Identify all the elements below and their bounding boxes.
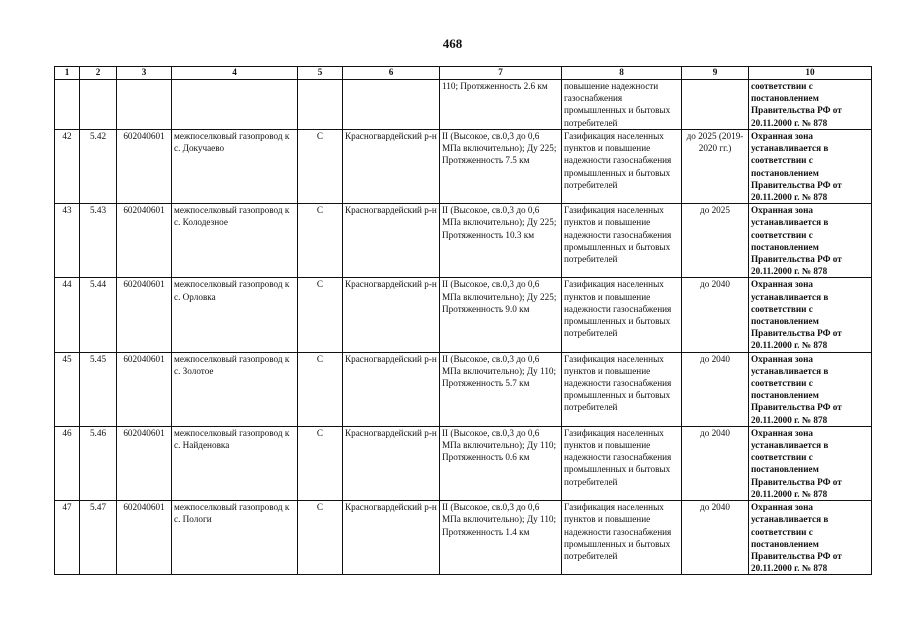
cell-name: межпоселковый газопровод к с. Золотое xyxy=(172,352,298,426)
cell-name xyxy=(172,80,298,130)
cell-term: до 2025 (2019-2020 гг.) xyxy=(682,130,749,204)
gas-pipeline-table xyxy=(54,66,872,575)
cell-code: 5.47 xyxy=(80,501,117,575)
cell-code: 5.45 xyxy=(80,352,117,426)
cell-location xyxy=(343,80,440,130)
cell-purpose: Газификация населенных пунктов и повышение надежности газоснабжения промышленных и бытовых потребителей xyxy=(562,278,682,352)
cell-location: Красногвардейский р-н xyxy=(343,278,440,352)
cell-status: С xyxy=(298,501,343,575)
cell-protection-zone: Охранная зона устанавливается в соответствии с постановлением Правительства РФ от 20.11.2000 г. № 878 xyxy=(749,278,872,352)
cell-name: межпоселковый газопровод к с. Пологи xyxy=(172,501,298,575)
cell-classifier: 602040601 xyxy=(117,352,172,426)
cell-protection-zone: соответствии с постановлением Правительства РФ от 20.11.2000 г. № 878 xyxy=(749,80,872,130)
cell-status xyxy=(298,80,343,130)
cell-classifier xyxy=(117,80,172,130)
cell-status: С xyxy=(298,130,343,204)
cell-protection-zone: Охранная зона устанавливается в соответствии с постановлением Правительства РФ от 20.11.2000 г. № 878 xyxy=(749,352,872,426)
cell-number: 43 xyxy=(55,204,80,278)
cell-status: С xyxy=(298,426,343,500)
cell-classifier: 602040601 xyxy=(117,426,172,500)
cell-name: межпоселковый газопровод к с. Колодезное xyxy=(172,204,298,278)
cell-purpose: Газификация населенных пунктов и повышение надежности газоснабжения промышленных и бытовых потребителей xyxy=(562,501,682,575)
cell-characteristics: II (Высокое, св.0,3 до 0,6 МПа включительно); Ду 110; Протяженность 5.7 км xyxy=(440,352,562,426)
cell-characteristics: II (Высокое, св.0,3 до 0,6 МПа включительно); Ду 225; Протяженность 7.5 км xyxy=(440,130,562,204)
header-row xyxy=(55,67,872,80)
cell-number: 47 xyxy=(55,501,80,575)
cell-classifier: 602040601 xyxy=(117,278,172,352)
cell-location: Красногвардейский р-н xyxy=(343,130,440,204)
cell-code xyxy=(80,80,117,130)
table-row xyxy=(55,426,872,500)
cell-characteristics: II (Высокое, св.0,3 до 0,6 МПа включительно); Ду 110; Протяженность 0.6 км xyxy=(440,426,562,500)
cell-classifier: 602040601 xyxy=(117,204,172,278)
cell-characteristics: 110; Протяженность 2.6 км xyxy=(440,80,562,130)
cell-classifier: 602040601 xyxy=(117,501,172,575)
cell-number: 44 xyxy=(55,278,80,352)
header-cell: 8 xyxy=(562,67,682,80)
cell-location: Красногвардейский р-н xyxy=(343,204,440,278)
header-cell: 4 xyxy=(172,67,298,80)
cell-characteristics: II (Высокое, св.0,3 до 0,6 МПа включительно); Ду 225; Протяженность 10.3 км xyxy=(440,204,562,278)
header-cell: 7 xyxy=(440,67,562,80)
cell-name: межпоселковый газопровод к с. Орловка xyxy=(172,278,298,352)
cell-protection-zone: Охранная зона устанавливается в соответствии с постановлением Правительства РФ от 20.11.2000 г. № 878 xyxy=(749,130,872,204)
cell-purpose: повышение надежности газоснабжения промышленных и бытовых потребителей xyxy=(562,80,682,130)
cell-number xyxy=(55,80,80,130)
cell-location: Красногвардейский р-н xyxy=(343,501,440,575)
cell-characteristics: II (Высокое, св.0,3 до 0,6 МПа включительно); Ду 225; Протяженность 9.0 км xyxy=(440,278,562,352)
table-row xyxy=(55,130,872,204)
header-cell: 1 xyxy=(55,67,80,80)
cell-name: межпоселковый газопровод к с. Докучаево xyxy=(172,130,298,204)
cell-protection-zone: Охранная зона устанавливается в соответствии с постановлением Правительства РФ от 20.11.2000 г. № 878 xyxy=(749,426,872,500)
cell-code: 5.44 xyxy=(80,278,117,352)
table-row xyxy=(55,204,872,278)
cell-name: межпоселковый газопровод к с. Найденовка xyxy=(172,426,298,500)
table-row xyxy=(55,352,872,426)
table-row xyxy=(55,501,872,575)
cell-location: Красногвардейский р-н xyxy=(343,352,440,426)
cell-protection-zone: Охранная зона устанавливается в соответствии с постановлением Правительства РФ от 20.11.2000 г. № 878 xyxy=(749,204,872,278)
cell-status: С xyxy=(298,278,343,352)
header-cell: 6 xyxy=(343,67,440,80)
cell-classifier: 602040601 xyxy=(117,130,172,204)
cell-number: 42 xyxy=(55,130,80,204)
cell-number: 45 xyxy=(55,352,80,426)
header-cell: 10 xyxy=(749,67,872,80)
cell-code: 5.46 xyxy=(80,426,117,500)
cell-term: до 2040 xyxy=(682,352,749,426)
cell-purpose: Газификация населенных пунктов и повышение надежности газоснабжения промышленных и бытовых потребителей xyxy=(562,130,682,204)
cell-term: до 2040 xyxy=(682,278,749,352)
header-cell: 9 xyxy=(682,67,749,80)
header-cell: 3 xyxy=(117,67,172,80)
cell-term: до 2040 xyxy=(682,426,749,500)
cell-characteristics: II (Высокое, св.0,3 до 0,6 МПа включительно); Ду 110; Протяженность 1.4 км xyxy=(440,501,562,575)
cell-purpose: Газификация населенных пунктов и повышение надежности газоснабжения промышленных и бытовых потребителей xyxy=(562,426,682,500)
cell-term: до 2025 xyxy=(682,204,749,278)
header-cell: 2 xyxy=(80,67,117,80)
cell-term: до 2040 xyxy=(682,501,749,575)
cell-code: 5.43 xyxy=(80,204,117,278)
table-row xyxy=(55,278,872,352)
cell-status: С xyxy=(298,352,343,426)
cell-number: 46 xyxy=(55,426,80,500)
continuation-row xyxy=(55,80,872,130)
cell-protection-zone: Охранная зона устанавливается в соответствии с постановлением Правительства РФ от 20.11.2000 г. № 878 xyxy=(749,501,872,575)
cell-code: 5.42 xyxy=(80,130,117,204)
cell-location: Красногвардейский р-н xyxy=(343,426,440,500)
cell-term xyxy=(682,80,749,130)
cell-purpose: Газификация населенных пунктов и повышение надежности газоснабжения промышленных и бытовых потребителей xyxy=(562,204,682,278)
page-number: 468 xyxy=(442,36,463,51)
cell-purpose: Газификация населенных пунктов и повышение надежности газоснабжения промышленных и бытовых потребителей xyxy=(562,352,682,426)
header-cell: 5 xyxy=(298,67,343,80)
cell-status: С xyxy=(298,204,343,278)
